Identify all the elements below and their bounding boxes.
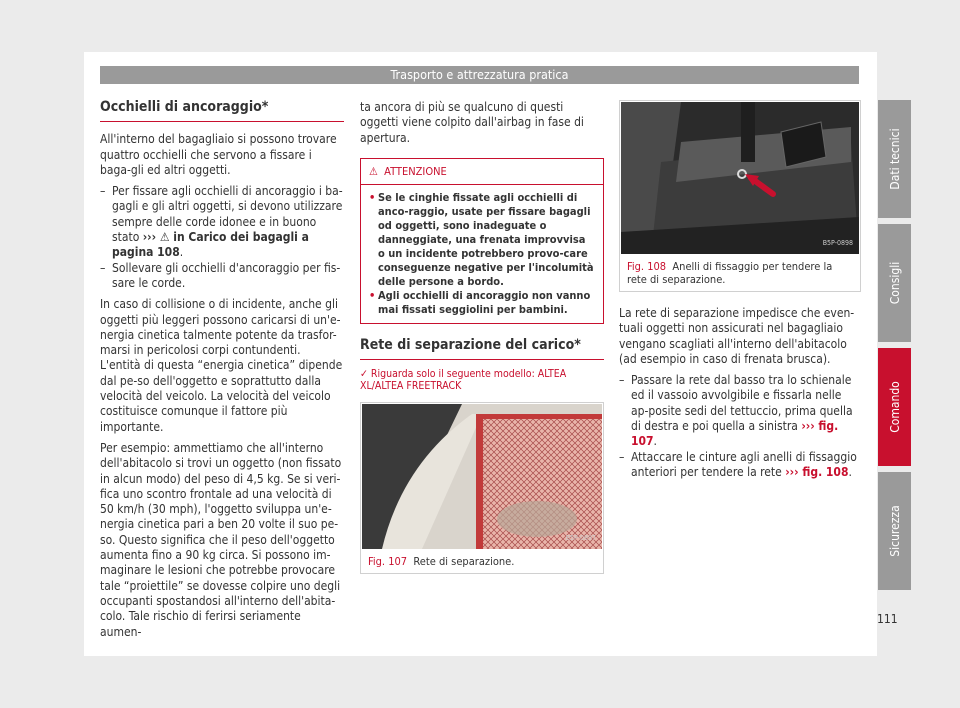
step-item: – Passare la rete dal basso tra lo schienale ed il vassoio avvolgibile e fissarla nelle ap-posite sedi del tettuccio, prima quella di destra e poi quella a sinistra ››› fig. 107. — [619, 373, 853, 449]
step-text: Sollevare gli occhielli d'ancoraggio per fis-sare le corde. — [112, 260, 341, 290]
applies-to-note: ✓ Riguarda solo il seguente modello: ALTEA XL/ALTEA FREETRACK — [360, 368, 567, 393]
step-item: – Per fissare agli occhielli di ancoraggio i ba-gagli e gli altri oggetti, si devono utilizzare sempre delle corde idonee e in buono stato ››› ⚠ in Carico dei bagagli a pagina 108. — [100, 184, 343, 260]
tab-comando[interactable]: Comando — [878, 348, 911, 466]
step-item: – Sollevare gli occhielli d'ancoraggio per fis-sare le corde. — [100, 261, 344, 292]
body-paragraph: ta ancora di più se qualcuno di questi oggetti viene colpito dall'airbag in fase di apertura. — [360, 100, 584, 145]
figure-caption: Fig. 107 Rete di separazione. — [368, 555, 515, 569]
anchor-rings-photo — [621, 102, 859, 254]
body-paragraph: In caso di collisione o di incidente, anche gli oggetti più leggeri possono caricarsi di un'e-nergia cinetica talmente potente da trasfor-marsi in pericolosi corpi contundenti. L'entità di questa “energia cinetica” dipende dal pe-so dell'oggetto e soprattutto dalla velocità del veicolo. La velocità del veicolo costituisce comunque il fattore più importante. — [100, 297, 343, 434]
figure-107 — [360, 402, 604, 574]
figure-number: Fig. 108 — [627, 260, 667, 273]
bullet-icon: • — [369, 289, 376, 303]
column-1 — [100, 100, 344, 646]
checkmark-icon: ✓ — [360, 368, 368, 381]
section-title-cargo-net: Rete di separazione del carico* — [360, 338, 604, 360]
cross-reference-link[interactable]: ››› ⚠ in Carico dei bagagli a pagina 108 — [112, 230, 309, 260]
figure-caption: Fig. 108 Anelli di fissaggio per tendere la rete di separazione. — [627, 260, 833, 286]
intro-paragraph: All'interno del bagagliaio si possono trovare quattro occhielli che servono a fissare i baga-gli ed altri oggetti. — [100, 132, 337, 177]
body-paragraph: La rete di separazione impedisce che even-tuali oggetti non assicurati nel bagagliaio vengano scagliati all'interno dell'abitacolo (ad esempio in caso di frenata brusca). — [619, 306, 855, 366]
tab-consigli[interactable]: Consigli — [878, 224, 911, 342]
cargo-net-photo — [362, 404, 602, 549]
trunk-illustration — [621, 102, 859, 254]
bullet-icon: • — [369, 191, 376, 205]
section-title-anchor-points: Occhielli di ancoraggio* — [100, 100, 344, 122]
body-paragraph: Per esempio: ammettiamo che all'interno dell'abitacolo si trovi un oggetto (non fissato in alcun modo) del peso di 4,5 kg. Se si veri-fica uno scontro frontale ad una velocità di 50 km/h (30 mph), l'oggetto sviluppa un'e-nergia cinetica pari a ben 20 volte il suo pe-so. Questo significa che il peso dell'oggetto aumenta fino a 90 kg circa. Si possono im-maginare le lesioni che potrebbe provocare tale “proiettile” se dovesse colpire uno degli occupanti spostandosi all'interno dell'abita-colo. Tale rischio di ferirsi seriamente aumen- — [100, 440, 342, 639]
figure-code: B5P-0897 — [565, 534, 596, 543]
figure-108 — [619, 100, 861, 292]
warning-heading: ⚠ ATTENZIONE — [361, 159, 603, 185]
warning-triangle-icon: ⚠ — [369, 164, 378, 178]
figure-code: B5P-0898 — [822, 238, 853, 247]
page-number: 111 — [877, 612, 898, 626]
column-2 — [360, 100, 604, 574]
step-text: Per fissare agli occhielli di ancoraggio i ba-gagli e gli altri oggetti, si devono utilizzare sempre delle corde idonee e in buono stato — [112, 184, 343, 245]
warning-item: • Agli occhielli di ancoraggio non vanno mai fissati seggiolini per bambini. — [369, 289, 591, 317]
warning-box — [360, 158, 604, 324]
cargo-net-illustration — [362, 404, 602, 549]
step-item: – Attaccare le cinture agli anelli di fissaggio anteriori per tendere la rete ››› fig. 108. — [619, 449, 857, 479]
running-header: Trasporto e attrezzatura pratica — [100, 66, 859, 84]
column-3 — [619, 100, 861, 480]
figure-link[interactable]: ››› fig. 108 — [785, 464, 849, 479]
tab-dati-tecnici[interactable]: Dati tecnici — [878, 100, 911, 218]
warning-item: • Se le cinghie fissate agli occhielli di anco-raggio, usate per fissare bagagli od oggetti, sono inadeguate o danneggiate, una frenata improvvisa o un incidente potrebbero provo-care conseguenze negative per l'incolumità delle persone a bordo. — [369, 191, 594, 289]
figure-link[interactable]: ››› fig. 107 — [631, 419, 839, 449]
figure-number: Fig. 107 — [368, 555, 408, 569]
tab-sicurezza[interactable]: Sicurezza — [878, 472, 911, 590]
